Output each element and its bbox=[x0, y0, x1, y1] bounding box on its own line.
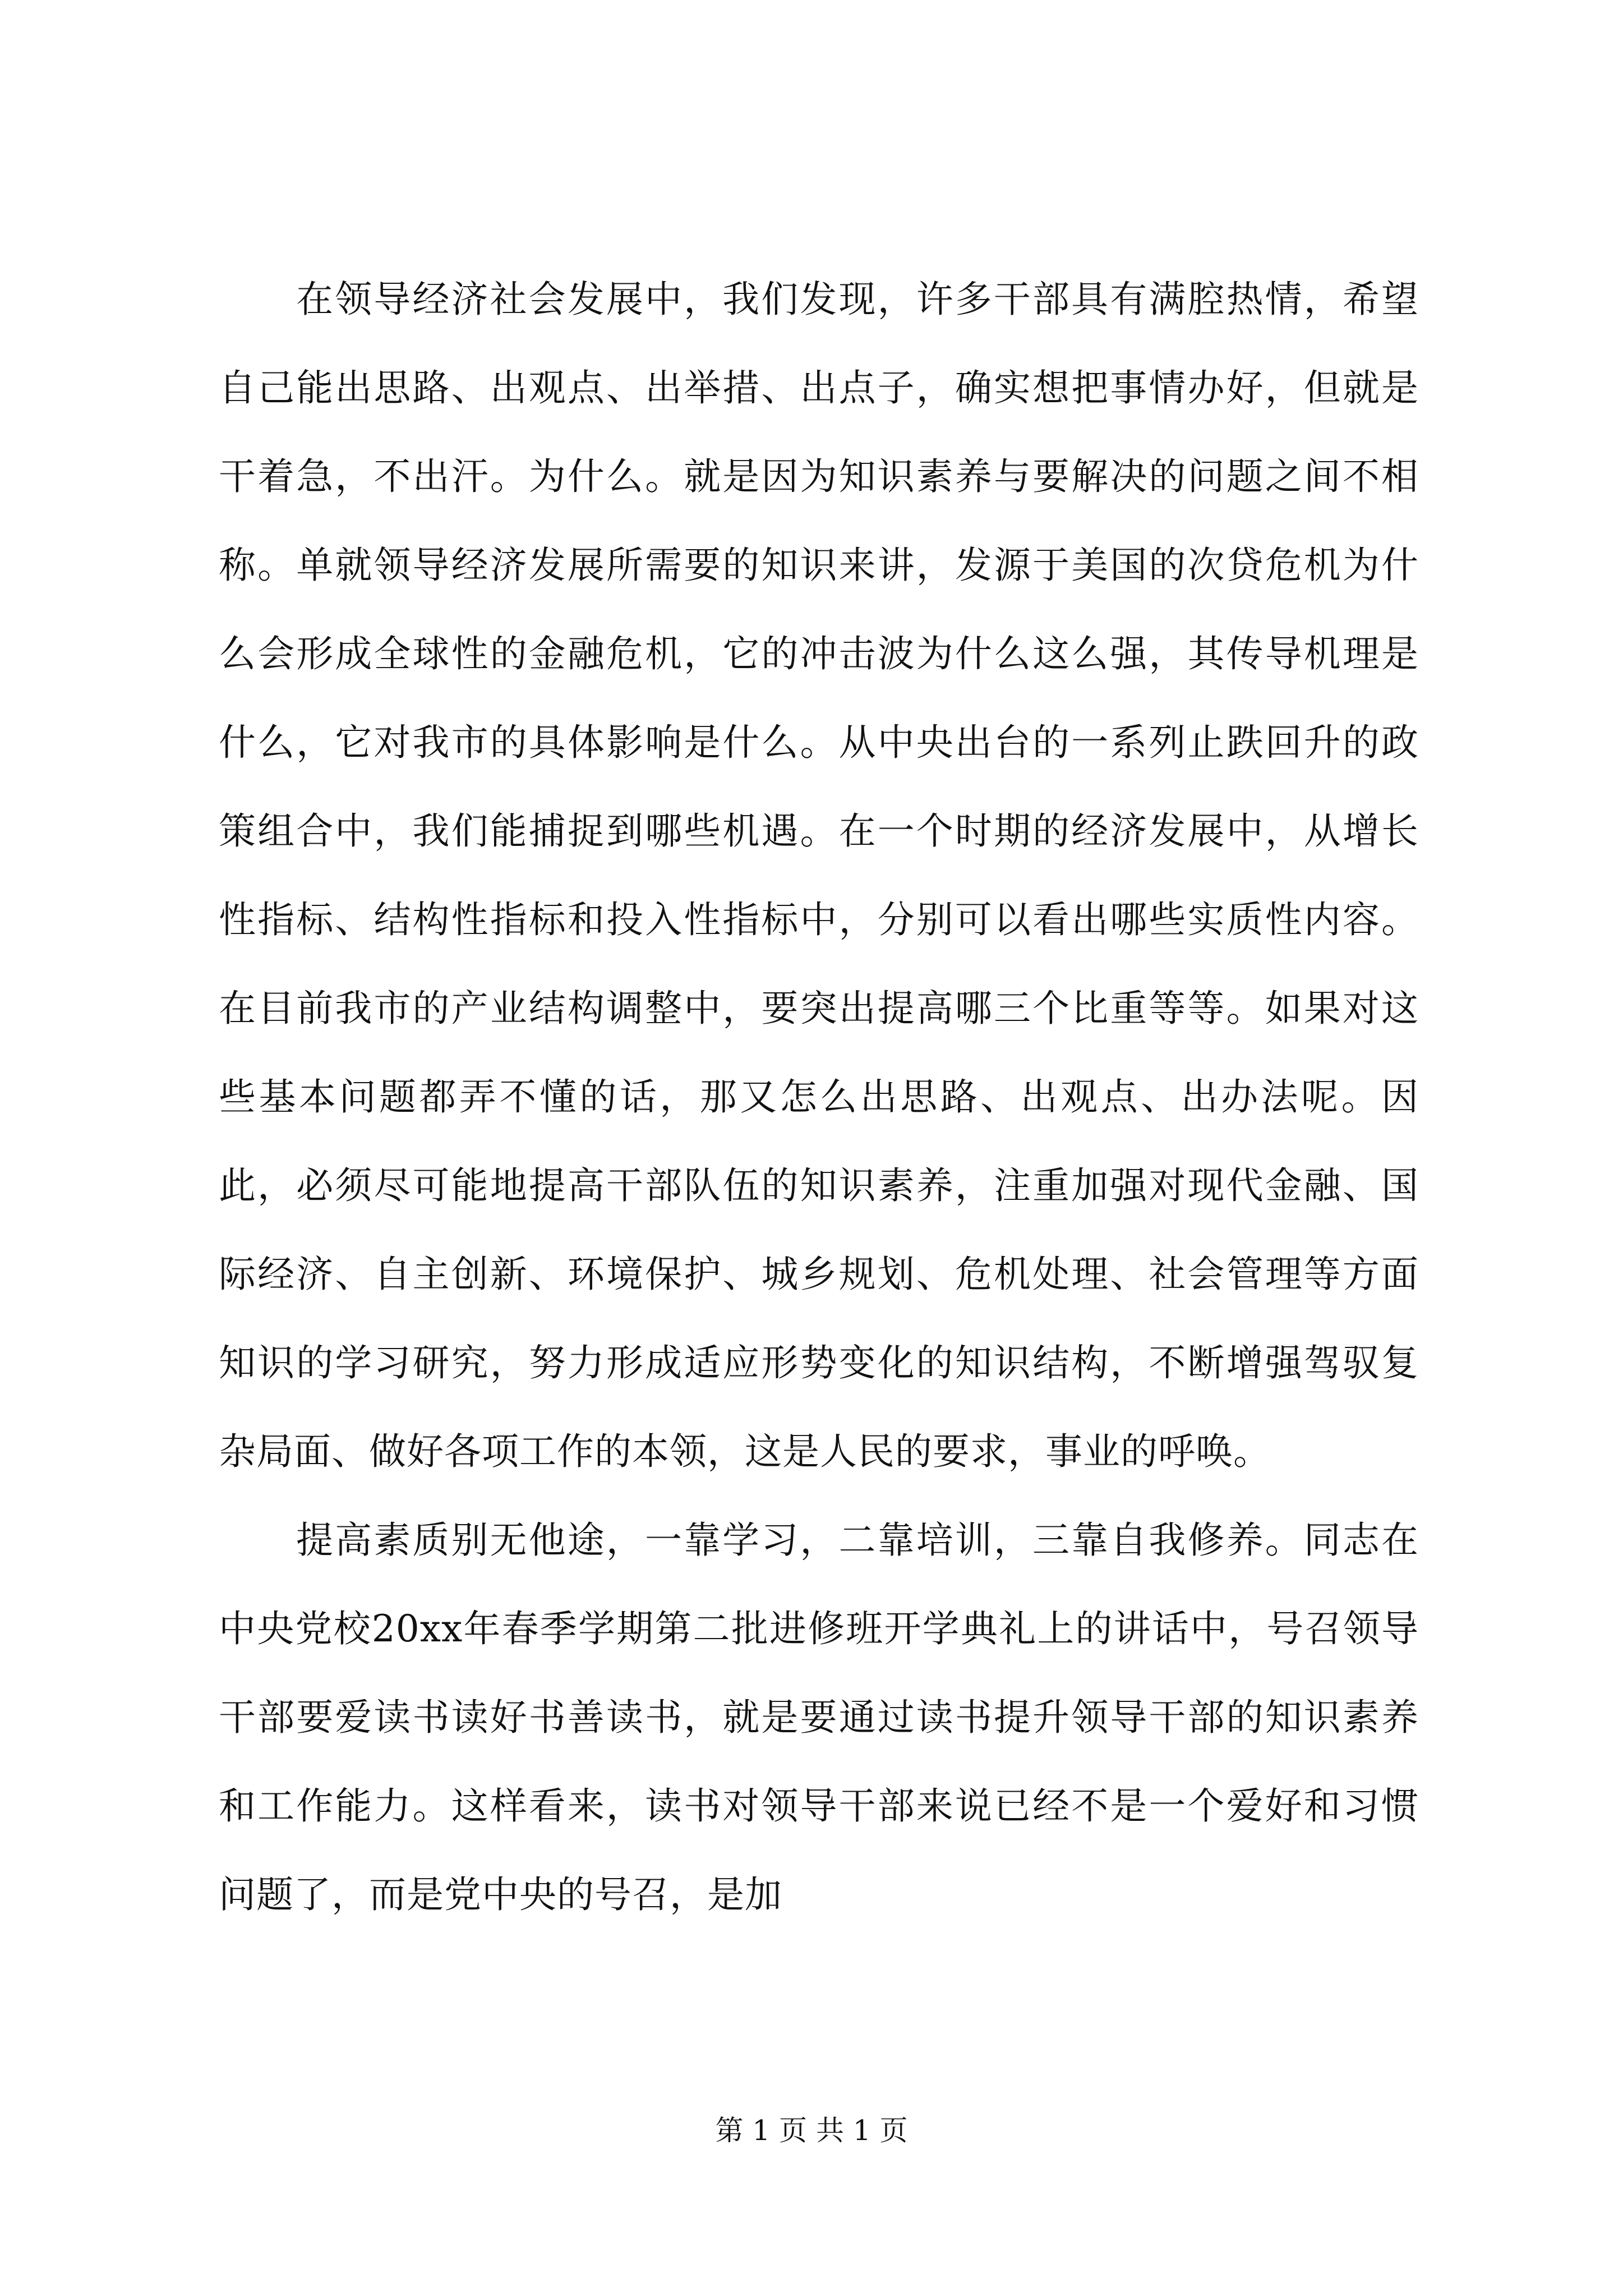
document-body bbox=[219, 255, 1419, 1939]
paragraph-1: 在领导经济社会发展中，我们发现，许多干部具有满腔热情，希望自己能出思路、出观点、出举措、出点子，确实想把事情办好，但就是干着急，不出汗。为什么。就是因为知识素养与要解决的问题之间不相称。单就领导经济发展所需要的知识来讲，发源于美国的次贷危机为什么会形成全球性的金融危机，它的冲击波为什么这么强，其传导机理是什么，它对我市的具体影响是什么。从中央出台的一系列止跌回升的政策组合中，我们能捕捉到哪些机遇。在一个时期的经济发展中，从增长性指标、结构性指标和投入性指标中，分别可以看出哪些实质性内容。在目前我市的产业结构调整中，要突出提高哪三个比重等等。如果对这些基本问题都弄不懂的话，那又怎么出思路、出观点、出办法呢。因此，必须尽可能地提高干部队伍的知识素养，注重加强对现代金融、国际经济、自主创新、环境保护、城乡规划、危机处理、社会管理等方面知识的学习研究，努力形成适应形势变化的知识结构，不断增强驾驭复杂局面、做好各项工作的本领，这是人民的要求，事业的呼唤。 bbox=[219, 278, 1419, 1473]
paragraph-2: 提高素质别无他途，一靠学习，二靠培训，三靠自我修养。同志在中央党校20xx年春季学期第二批进修班开学典礼上的讲话中，号召领导干部要爱读书读好书善读书，就是要通过读书提升领导干部的知识素养和工作能力。这样看来，读书对领导干部来说已经不是一个爱好和习惯问题了，而是党中央的号召，是加 bbox=[219, 1519, 1419, 1916]
page-footer: 第 1 页 共 1 页 bbox=[715, 2114, 908, 2147]
